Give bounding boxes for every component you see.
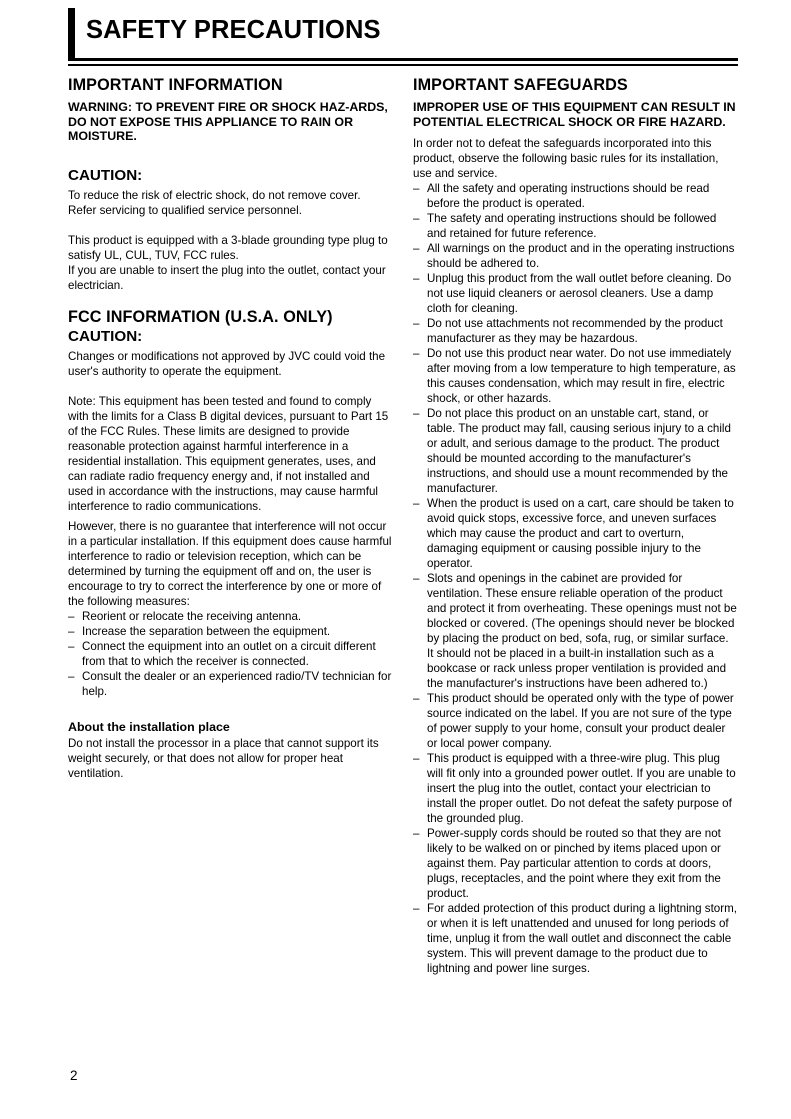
list-item: – This product should be operated only with the type of power source indicated on the label. If you are not sure of the type of power supply to your home, consult your product dealer or local power company. — [413, 691, 738, 751]
list-item: – Slots and openings in the cabinet are provided for ventilation. These ensure reliable operation of the product and protect it from overheating. These openings must not be blocked or covered. (The openings should never be blocked by placing the product on bed, sofa, rug, or similar surface. It should not be placed in a built-in installation such as a bookcase or rack unless proper ventilation is provided and the manufacturer's instructions have been adhered to.) — [413, 571, 738, 691]
list-item: – Unplug this product from the wall outlet before cleaning. Do not use liquid cleaners or aerosol cleaners. Use a damp cloth for cleaning. — [413, 271, 738, 316]
spacer — [68, 293, 393, 308]
list-item: – Power-supply cords should be routed so that they are not likely to be walked on or pinched by items placed upon or against them. Pay particular attention to cords at doors, plugs, receptacles, and the point where they exit from the product. — [413, 826, 738, 901]
fcc-caution-body: Changes or modifications not approved by JVC could void the user's authority to operate the equipment. — [68, 349, 386, 378]
important-safeguards-heading: IMPORTANT SAFEGUARDS — [413, 76, 628, 94]
list-item: – Increase the separation between the equipment. — [68, 624, 393, 639]
list-item: – For added protection of this product during a lightning storm, or when it is left unattended and unused for long periods of time, unplug it from the wall outlet and disconnect the cable system. This will prevent damage to the product due to lightning and power line surges. — [413, 901, 738, 976]
header-rule-lower — [68, 64, 738, 67]
caution-heading: CAUTION: — [68, 166, 143, 184]
page-number: 2 — [70, 1068, 78, 1083]
warning-text: WARNING: TO PREVENT FIRE OR SHOCK HAZ-ARDS, DO NOT EXPOSE THIS APPLIANCE TO RAIN OR MOISTURE. — [68, 100, 388, 144]
list-item: – This product is equipped with a three-wire plug. This plug will fit only into a grounded power outlet. If you are unable to insert the plug into the outlet, contact your electrician to install the proper outlet. Do not defeat the safety purpose of the grounded plug. — [413, 751, 738, 826]
installation-place-heading: About the installation place — [68, 719, 230, 734]
page-header — [68, 8, 738, 64]
improper-use-text: IMPROPER USE OF THIS EQUIPMENT CAN RESULT IN POTENTIAL ELECTRICAL SHOCK OR FIRE HAZARD. — [413, 100, 736, 129]
spacer — [68, 699, 393, 720]
page-title: SAFETY PRECAUTIONS — [86, 16, 381, 44]
list-item: – The safety and operating instructions should be followed and retained for future reference. — [413, 211, 738, 241]
safeguards-intro: In order not to defeat the safeguards incorporated into this product, observe the following basic rules for its installation, use and service. — [413, 137, 719, 181]
list-item: – Do not use this product near water. Do not use immediately after moving from a low temperature to high temperature, as this causes condensation, which may result in fire, electric shock, or other hazards. — [413, 346, 738, 406]
fcc-however-paragraph: However, there is no guarantee that interference will not occur in a particular installation. If this equipment does cause harmful interference to radio or television reception, which can be determined by turning the equipment off and on, the user is encourage to try to correct the interference by one or more of the following measures: — [68, 519, 392, 608]
important-information-heading: IMPORTANT INFORMATION — [68, 76, 283, 94]
fcc-information-heading: FCC INFORMATION (U.S.A. ONLY) — [68, 307, 333, 326]
list-item: – Connect the equipment into an outlet on a circuit different from that to which the receiver is connected. — [68, 639, 393, 669]
plug-paragraph-2: If you are unable to insert the plug into the outlet, contact your electrician. — [68, 263, 386, 292]
caution-line-2: Refer servicing to qualified service personnel. — [68, 203, 302, 217]
list-item: – Do not use attachments not recommended by the product manufacturer as they may be hazardous. — [413, 316, 738, 346]
caution-line-1: To reduce the risk of electric shock, do not remove cover. — [68, 188, 361, 202]
list-item: – When the product is used on a cart, care should be taken to avoid quick stops, excessive force, and uneven surfaces which may cause the product and cart to overturn, damaging equipment or causing possible injury to the operator. — [413, 496, 738, 571]
safeguards-list — [413, 181, 738, 976]
list-item: – All warnings on the product and in the operating instructions should be adhered to. — [413, 241, 738, 271]
list-item: – All the safety and operating instructions should be read before the product is operated. — [413, 181, 738, 211]
fcc-note-paragraph: Note: This equipment has been tested and found to comply with the limits for a Class B digital devices, pursuant to Part 15 of the FCC Rules. These limits are designed to provide reasonable protection against harmful interference in a residential installation. This equipment generates, uses, and can radiate radio frequency energy and, if not installed and used in accordance with the instructions, may cause harmful interference to radio communications. — [68, 394, 389, 513]
header-accent-bar — [68, 8, 75, 58]
left-column — [68, 76, 393, 781]
header-rule-upper — [68, 58, 738, 61]
spacer — [68, 146, 393, 167]
spacer — [68, 379, 393, 394]
list-item: – Reorient or relocate the receiving antenna. — [68, 609, 393, 624]
fcc-caution-heading: CAUTION: — [68, 327, 143, 345]
list-item: – Consult the dealer or an experienced radio/TV technician for help. — [68, 669, 393, 699]
spacer — [68, 218, 393, 233]
list-item: – Do not place this product on an unstable cart, stand, or table. The product may fall, causing serious injury to a child or adult, and serious damage to the product. The product should be mounted according to the manufacturer's instructions, and should use a mount recommended by the manufacturer. — [413, 406, 738, 496]
fcc-measures-list — [68, 609, 393, 699]
installation-place-body: Do not install the processor in a place that cannot support its weight securely, or that does not allow for proper heat ventilation. — [68, 736, 379, 780]
plug-paragraph-1: This product is equipped with a 3-blade grounding type plug to satisfy UL, CUL, TUV, FCC rules. — [68, 233, 388, 262]
right-column — [413, 76, 738, 976]
